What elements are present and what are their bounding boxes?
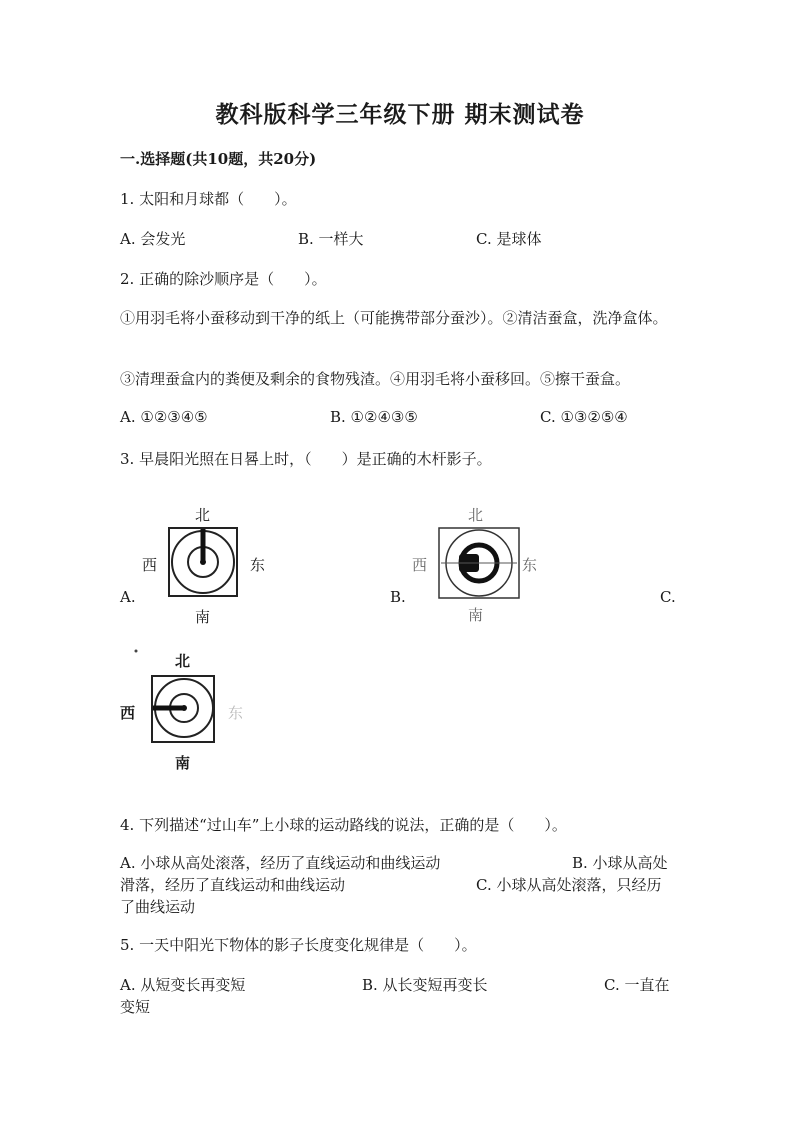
q2-option-b: B. ①②④③⑤ (330, 408, 418, 426)
q1-option-b: B. 一样大 (298, 230, 364, 248)
compass-north-label: 北 (195, 506, 211, 524)
q5-option-c-cont: 变短 (120, 998, 151, 1016)
q4-option-c-cont: 了曲线运动 (120, 898, 196, 916)
q1-option-a: A. 会发光 (120, 230, 186, 248)
compass-east-label: 东 (228, 704, 244, 722)
q4-option-b-cont: 滑落，经历了直线运动和曲线运动 (120, 876, 346, 894)
q2-stem: 2. 正确的除沙顺序是（ ）。 (120, 270, 327, 288)
compass-east-label: 东 (250, 556, 266, 574)
q2-step-text-1: ①用羽毛将小蚕移动到干净的纸上（可能携带部分蚕沙）。②清洁蚕盒，洗净盒体。 (120, 309, 668, 327)
q5-option-b: B. 从长变短再变长 (362, 976, 488, 994)
q2-option-c: C. ①③②⑤④ (540, 408, 628, 426)
q3-option-c-label: C. (660, 588, 676, 606)
sundial-figure-c (118, 646, 250, 772)
exam-title: 教科版科学三年级下册 期末测试卷 (215, 102, 585, 128)
q3-option-b-label: B. (390, 588, 406, 606)
sundial-figure-a (140, 502, 270, 626)
compass-west-label: 西 (142, 556, 158, 574)
q3-stem: 3. 早晨阳光照在日晷上时，（ ）是正确的木杆影子。 (120, 450, 492, 468)
compass-south-label: 南 (468, 606, 484, 624)
q4-option-b: B. 小球从高处 (572, 854, 668, 872)
compass-south-label: 南 (195, 608, 211, 626)
compass-south-label: 南 (175, 754, 191, 772)
compass-west-label: 西 (412, 556, 428, 574)
q5-option-a: A. 从短变长再变短 (120, 976, 246, 994)
q4-option-a: A. 小球从高处滚落，经历了直线运动和曲线运动 (120, 854, 441, 872)
sundial-figure-b (408, 502, 540, 626)
q5-stem: 5. 一天中阳光下物体的影子长度变化规律是（ ）。 (120, 936, 477, 954)
section-heading: 一.选择题(共10题，共20分) (120, 150, 317, 168)
compass-north-label: 北 (468, 506, 484, 524)
q5-option-c: C. 一直在 (604, 976, 670, 994)
compass-north-label: 北 (175, 652, 191, 670)
q1-stem: 1. 太阳和月球都（ ）。 (120, 190, 297, 208)
q3-option-a-label: A. (120, 588, 136, 606)
compass-west-label: 西 (120, 704, 136, 722)
q2-option-a: A. ①②③④⑤ (120, 408, 208, 426)
q4-option-c: C. 小球从高处滚落，只经历 (476, 876, 662, 894)
compass-east-label: 东 (522, 556, 538, 574)
q4-stem: 4. 下列描述“过山车”上小球的运动路线的说法，正确的是（ ）。 (120, 816, 567, 834)
q1-option-c: C. 是球体 (476, 230, 542, 248)
q2-step-text-2: ③清理蚕盒内的粪便及剩余的食物残渣。④用羽毛将小蚕移回。⑤擦干蚕盒。 (120, 370, 631, 388)
